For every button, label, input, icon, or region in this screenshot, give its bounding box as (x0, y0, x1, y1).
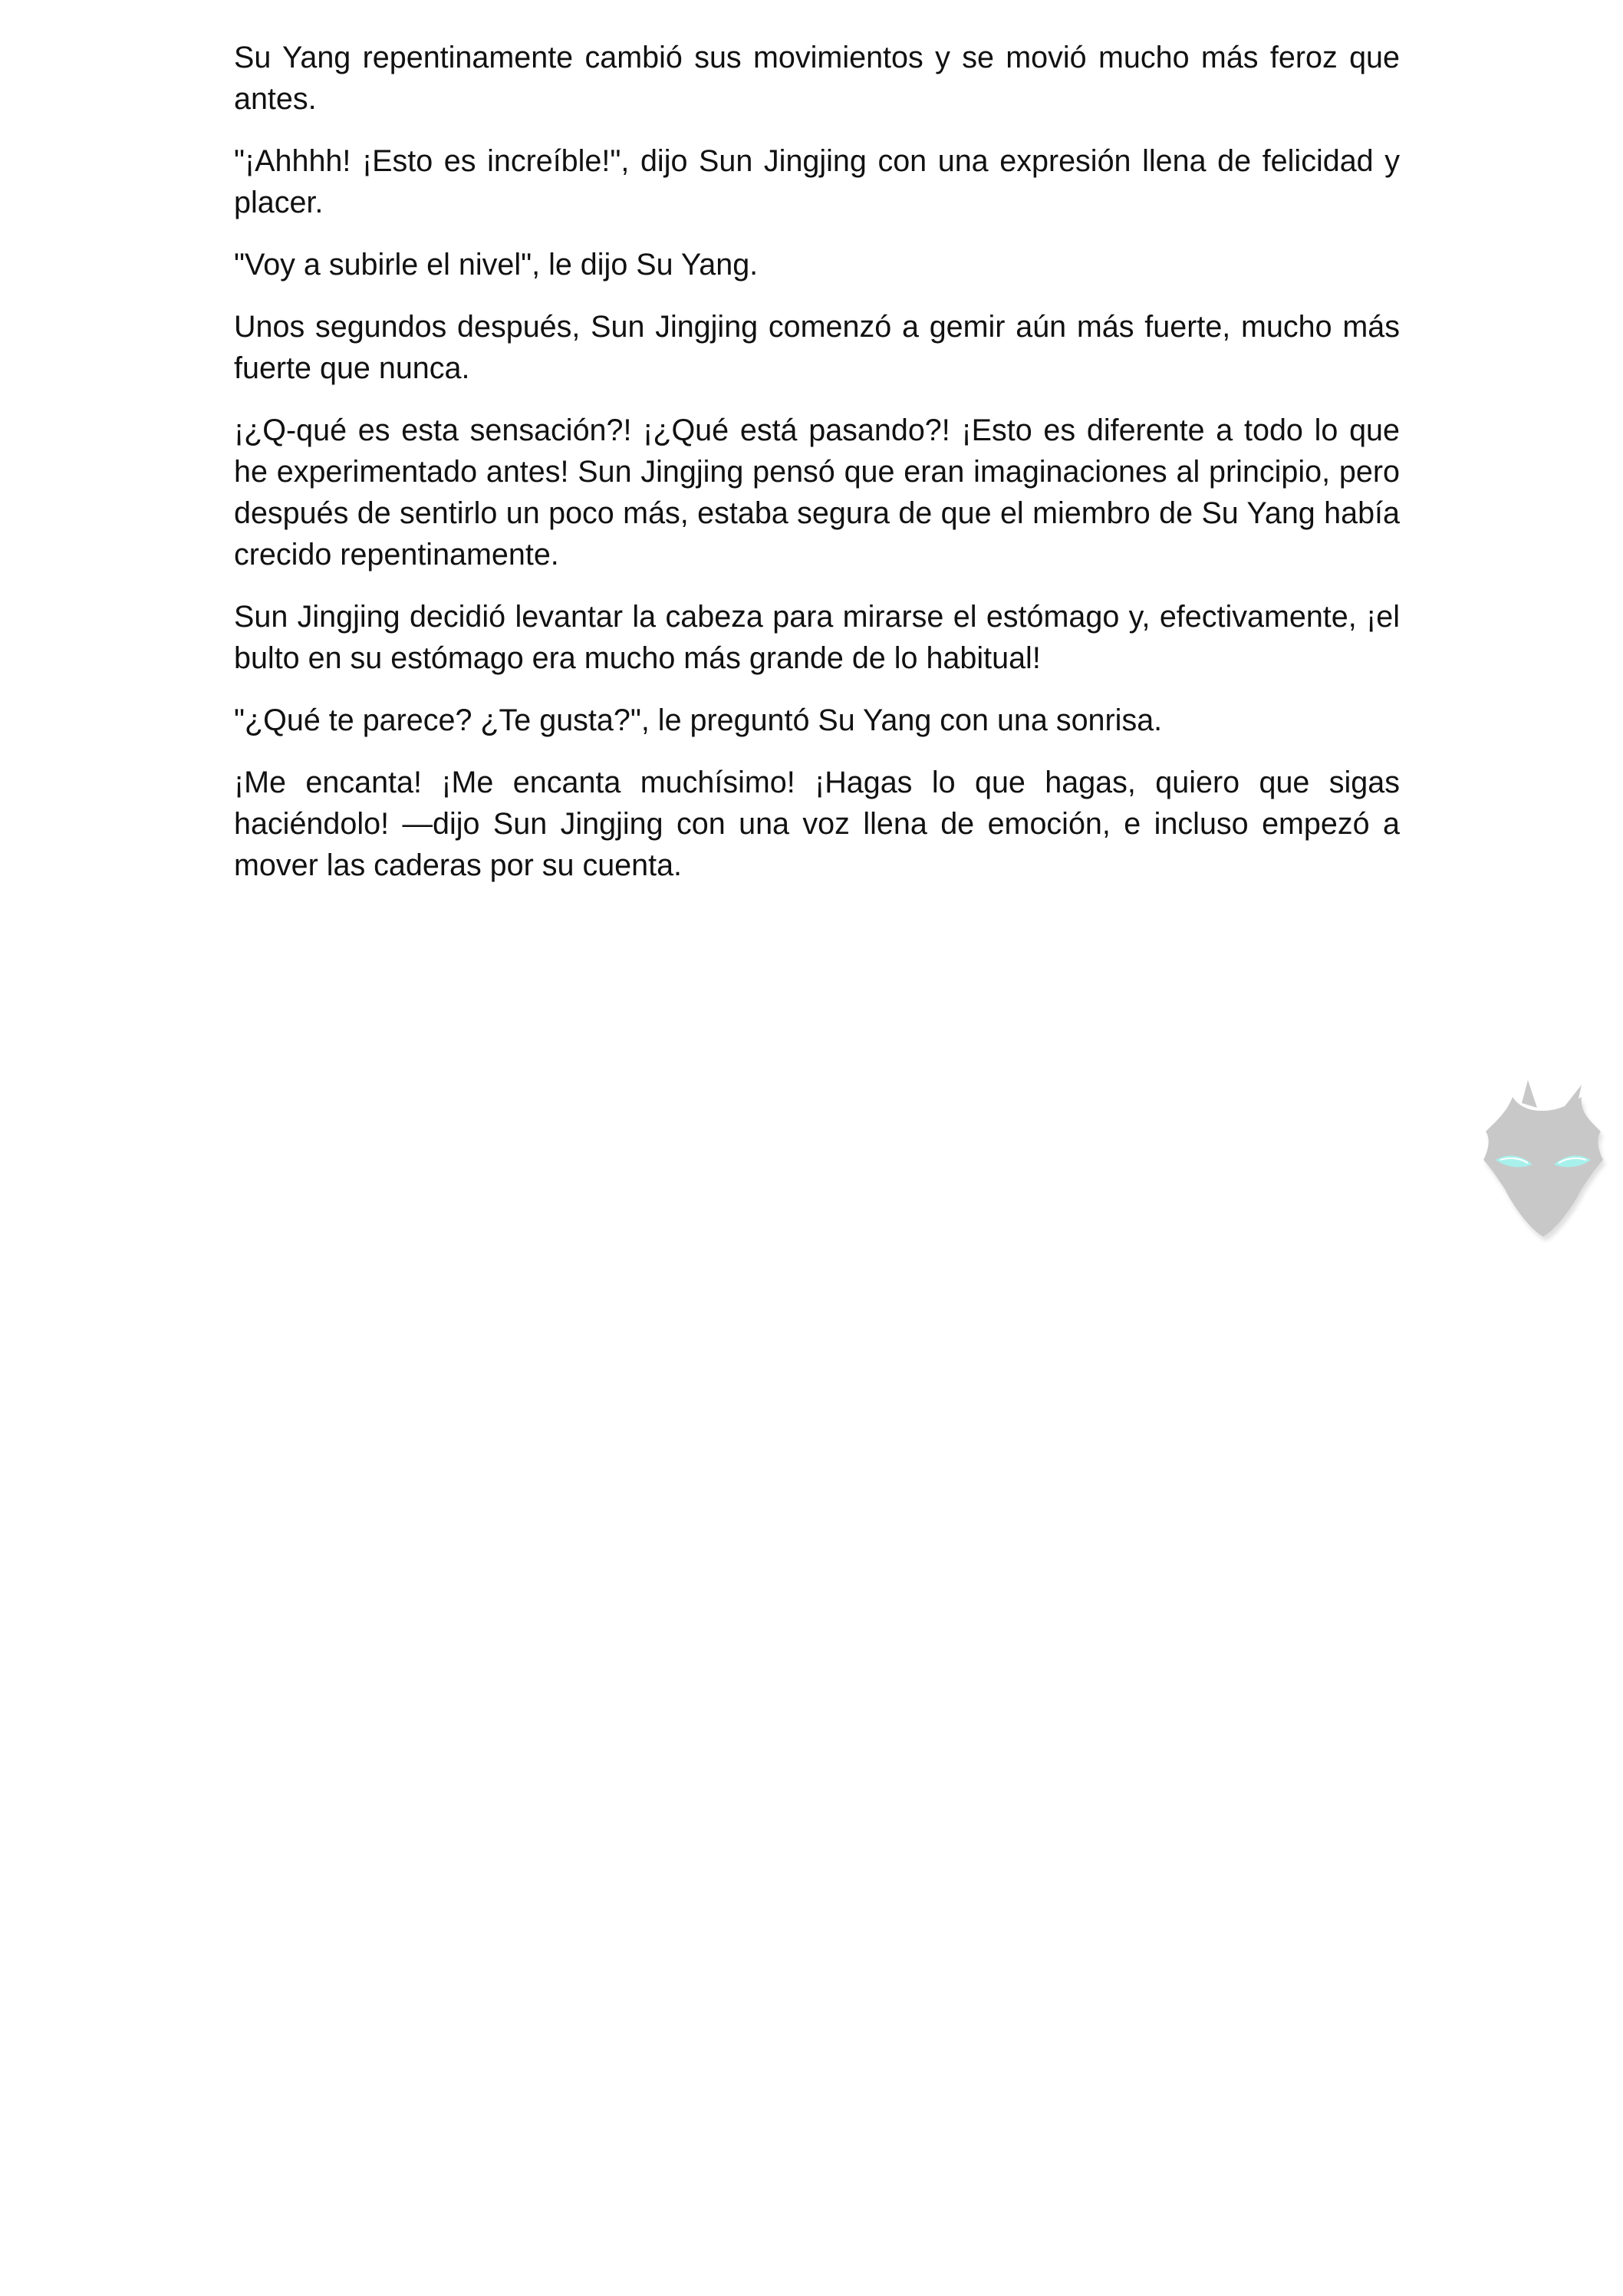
paragraph: "Voy a subirle el nivel", le dijo Su Yang. (234, 248, 759, 282)
paragraph: "¡Ahhhh! ¡Esto es increíble!", dijo Sun Jingjing con una expresión llena de felicidad y placer. (234, 144, 1400, 219)
document-body (234, 37, 1400, 907)
paragraph: ¡Me encanta! ¡Me encanta muchísimo! ¡Hagas lo que hagas, quiero que sigas haciéndolo! —dijo Sun Jingjing con una voz llena de emoción, e incluso empezó a mover las caderas por su cuenta. (234, 766, 1400, 882)
paragraph: Su Yang repentinamente cambió sus movimientos y se movió mucho más feroz que antes. (234, 41, 1400, 116)
paragraph: ¡¿Q-qué es esta sensación?! ¡¿Qué está pasando?! ¡Esto es diferente a todo lo que he experimentado antes! Sun Jingjing pensó que eran imaginaciones al principio, pero después de sentirlo un poco más, estaba segura de que el miembro de Su Yang había crecido repentinamente. (234, 413, 1400, 572)
paragraph: Sun Jingjing decidió levantar la cabeza para mirarse el estómago y, efectivamente, ¡el bulto en su estómago era mucho más grande de lo habitual! (234, 600, 1400, 675)
paragraph: Unos segundos después, Sun Jingjing comenzó a gemir aún más fuerte, mucho más fuerte que nunca. (234, 310, 1400, 385)
demon-head-icon (1467, 1074, 1620, 1243)
paragraph: "¿Qué te parece? ¿Te gusta?", le preguntó Su Yang con una sonrisa. (234, 703, 1163, 737)
